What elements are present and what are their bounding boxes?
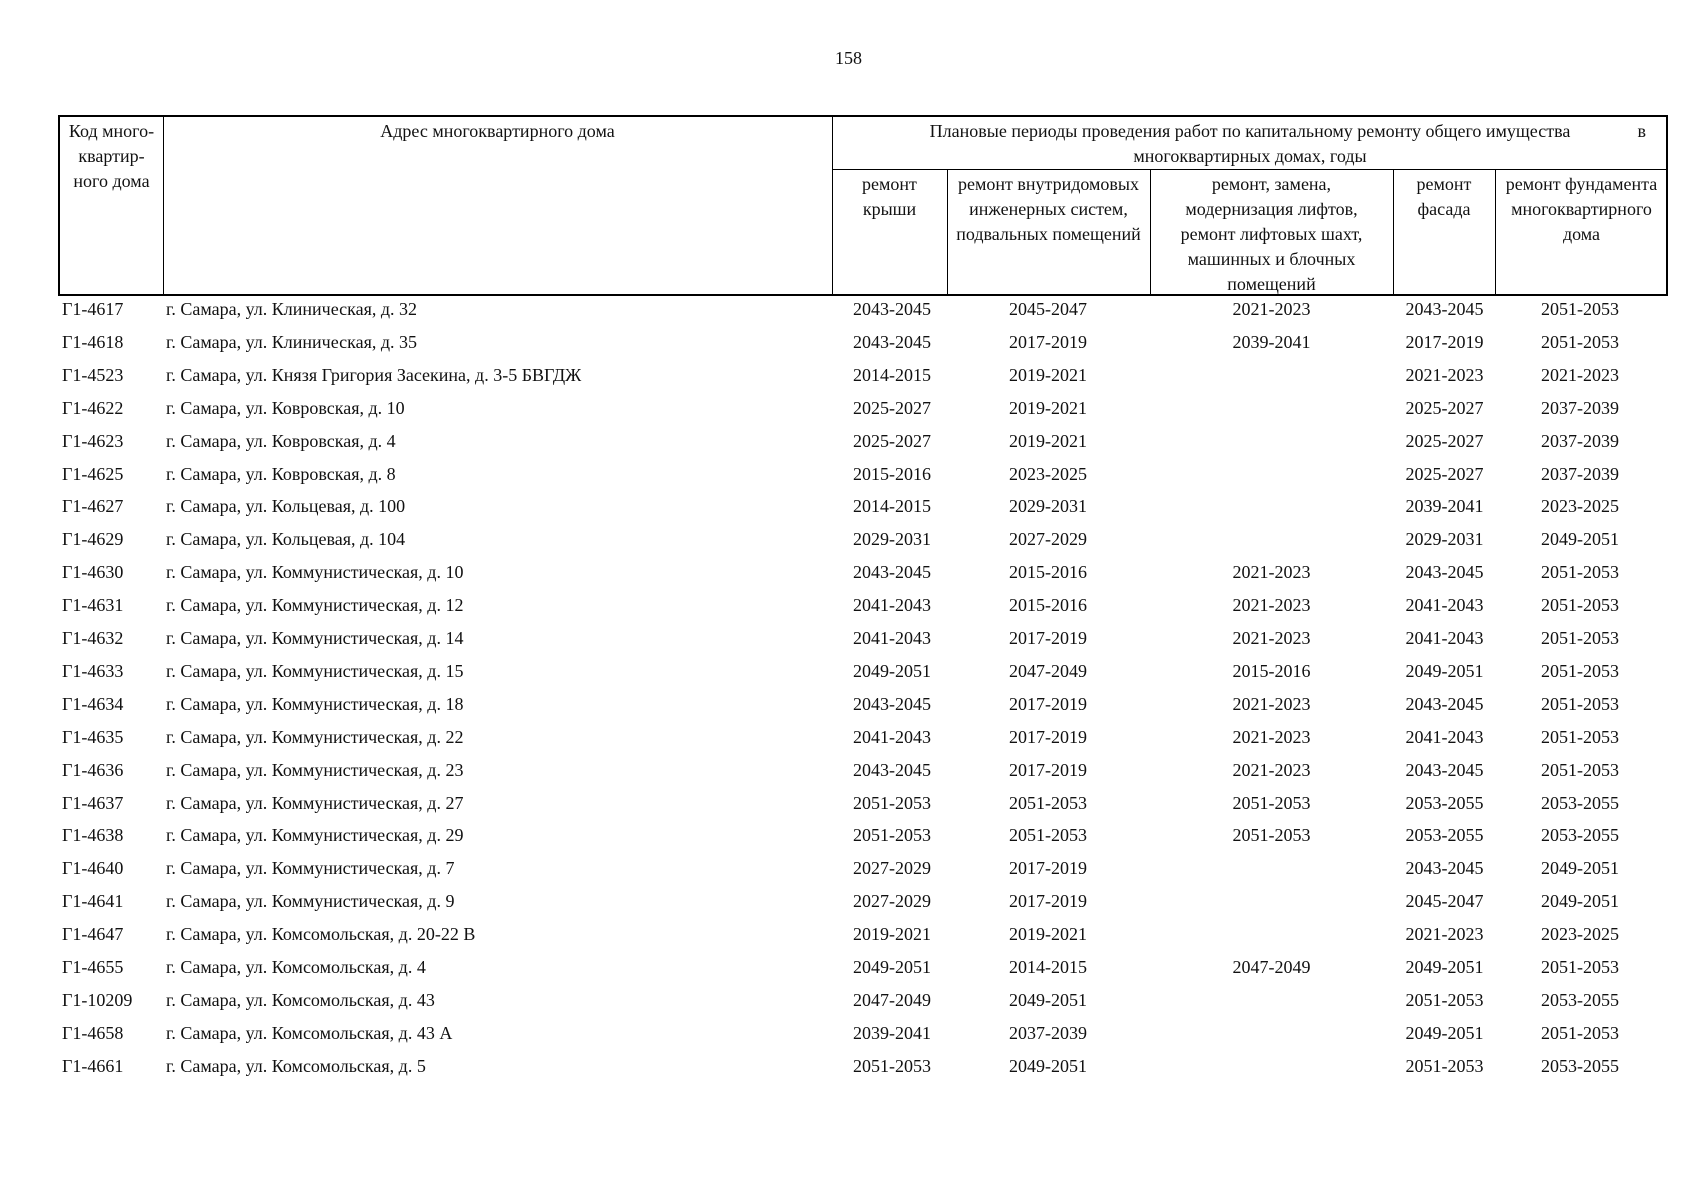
row-address: г. Самара, ул. Ковровская, д. 4 (166, 430, 396, 451)
row-roof: 2043-2045 (853, 331, 931, 352)
row-code: Г1-4625 (62, 463, 124, 484)
row-roof: 2051-2053 (853, 1055, 931, 1076)
row-code: Г1-4647 (62, 924, 124, 945)
row-address: г. Самара, ул. Комсомольская, д. 43 А (166, 1022, 453, 1043)
row-foundation: 2053-2055 (1541, 1055, 1619, 1076)
table-row (0, 788, 1697, 818)
table-row (0, 755, 1697, 785)
row-facade: 2053-2055 (1405, 825, 1484, 846)
row-code: Г1-10209 (62, 989, 133, 1010)
table-row (0, 853, 1697, 883)
row-foundation: 2051-2053 (1541, 331, 1619, 352)
row-foundation: 2051-2053 (1541, 1022, 1619, 1043)
header-foundation: ремонт фундамента многоквартирного дома (1505, 174, 1658, 244)
row-roof: 2041-2043 (853, 628, 931, 648)
row-code: Г1-4622 (62, 397, 124, 418)
row-foundation: 2037-2039 (1541, 463, 1619, 484)
row-address: г. Самара, ул. Коммунистическая, д. 23 (166, 759, 464, 780)
table-row (0, 393, 1697, 423)
table-row (0, 689, 1697, 719)
row-facade: 2053-2055 (1405, 792, 1484, 813)
row-engineering: 2017-2019 (1009, 726, 1087, 747)
row-engineering: 2047-2049 (1009, 660, 1087, 681)
row-engineering: 2017-2019 (1009, 858, 1087, 879)
row-code: Г1-4655 (62, 957, 124, 977)
row-lifts: 2051-2053 (1232, 792, 1311, 813)
row-engineering: 2014-2015 (1009, 957, 1087, 977)
row-code: Г1-4623 (62, 430, 124, 451)
row-facade: 2043-2045 (1405, 858, 1484, 879)
row-code: Г1-4617 (62, 299, 124, 319)
row-facade: 2041-2043 (1405, 628, 1484, 648)
table-row (0, 557, 1697, 587)
header-periods-title (832, 119, 1668, 169)
row-facade: 2051-2053 (1405, 1055, 1484, 1076)
row-foundation: 2023-2025 (1541, 924, 1619, 945)
row-lifts: 2021-2023 (1232, 595, 1311, 616)
row-facade: 2049-2051 (1405, 660, 1484, 681)
table-row (0, 623, 1697, 653)
row-code: Г1-4633 (62, 660, 124, 681)
table-row (0, 985, 1697, 1015)
row-foundation: 2049-2051 (1541, 529, 1619, 550)
row-facade: 2045-2047 (1405, 891, 1484, 912)
row-lifts: 2021-2023 (1232, 562, 1311, 583)
page-number: 158 (835, 48, 862, 68)
table-row (0, 524, 1697, 554)
row-facade: 2025-2027 (1405, 397, 1484, 418)
row-engineering: 2015-2016 (1009, 595, 1087, 616)
table-row (0, 919, 1697, 949)
row-facade: 2039-2041 (1405, 496, 1484, 517)
table-row (0, 491, 1697, 521)
row-address: г. Самара, ул. Коммунистическая, д. 14 (166, 628, 464, 648)
row-lifts: 2051-2053 (1232, 825, 1311, 846)
row-address: г. Самара, ул. Коммунистическая, д. 29 (166, 825, 464, 846)
row-facade: 2025-2027 (1405, 463, 1484, 484)
header-periods-line1-tail: в (1637, 121, 1646, 141)
row-address: г. Самара, ул. Комсомольская, д. 43 (166, 989, 435, 1010)
table-row (0, 459, 1697, 489)
row-foundation: 2053-2055 (1541, 989, 1619, 1010)
row-code: Г1-4629 (62, 529, 124, 550)
row-facade: 2041-2043 (1405, 595, 1484, 616)
row-engineering: 2049-2051 (1009, 1055, 1087, 1076)
row-foundation: 2053-2055 (1541, 825, 1619, 846)
row-foundation: 2051-2053 (1541, 759, 1619, 780)
row-roof: 2019-2021 (853, 924, 931, 945)
row-roof: 2043-2045 (853, 299, 931, 319)
row-engineering: 2017-2019 (1009, 331, 1087, 352)
row-roof: 2029-2031 (853, 529, 931, 550)
row-roof: 2014-2015 (853, 364, 931, 385)
row-engineering: 2019-2021 (1009, 430, 1087, 451)
header-periods-line2: многоквартирных домах, годы (1133, 146, 1367, 166)
row-roof: 2039-2041 (853, 1022, 931, 1043)
table-row (0, 360, 1697, 390)
table-row (0, 820, 1697, 850)
row-facade: 2049-2051 (1405, 1022, 1484, 1043)
table-row (0, 294, 1697, 324)
header-roof: ремонт крыши (862, 174, 917, 219)
row-facade: 2043-2045 (1405, 759, 1484, 780)
row-code: Г1-4523 (62, 364, 124, 385)
row-roof: 2049-2051 (853, 660, 931, 681)
row-roof: 2043-2045 (853, 759, 931, 780)
row-lifts: 2021-2023 (1232, 299, 1311, 319)
row-code: Г1-4637 (62, 792, 124, 813)
table-row (0, 656, 1697, 686)
row-facade: 2021-2023 (1405, 924, 1484, 945)
row-foundation: 2051-2053 (1541, 299, 1619, 319)
row-facade: 2051-2053 (1405, 989, 1484, 1010)
row-address: г. Самара, ул. Коммунистическая, д. 12 (166, 595, 464, 616)
row-roof: 2025-2027 (853, 430, 931, 451)
row-facade: 2043-2045 (1405, 562, 1484, 583)
row-lifts: 2039-2041 (1232, 331, 1311, 352)
table-row (0, 590, 1697, 620)
row-engineering: 2019-2021 (1009, 364, 1087, 385)
row-facade: 2029-2031 (1405, 529, 1484, 550)
row-code: Г1-4661 (62, 1055, 124, 1076)
row-engineering: 2027-2029 (1009, 529, 1087, 550)
row-roof: 2027-2029 (853, 858, 931, 879)
row-facade: 2021-2023 (1405, 364, 1484, 385)
row-address: г. Самара, ул. Кольцевая, д. 104 (166, 529, 406, 550)
table-row (0, 327, 1697, 357)
row-facade: 2049-2051 (1405, 957, 1484, 977)
row-code: Г1-4627 (62, 496, 124, 517)
header-address: Адрес многоквартирного дома (380, 121, 615, 141)
row-engineering: 2037-2039 (1009, 1022, 1087, 1043)
row-address: г. Самара, ул. Коммунистическая, д. 18 (166, 693, 464, 714)
row-address: г. Самара, ул. Коммунистическая, д. 27 (166, 792, 464, 813)
row-foundation: 2037-2039 (1541, 430, 1619, 451)
row-engineering: 2023-2025 (1009, 463, 1087, 484)
table-row (0, 426, 1697, 456)
row-engineering: 2017-2019 (1009, 693, 1087, 714)
row-lifts: 2021-2023 (1232, 759, 1311, 780)
row-foundation: 2021-2023 (1541, 364, 1619, 385)
row-roof: 2027-2029 (853, 891, 931, 912)
row-code: Г1-4634 (62, 693, 124, 714)
row-roof: 2051-2053 (853, 825, 931, 846)
row-lifts: 2015-2016 (1232, 660, 1311, 681)
row-engineering: 2051-2053 (1009, 825, 1087, 846)
row-code: Г1-4636 (62, 759, 124, 780)
row-facade: 2017-2019 (1405, 331, 1484, 352)
row-address: г. Самара, ул. Коммунистическая, д. 10 (166, 562, 464, 583)
row-address: г. Самара, ул. Ковровская, д. 8 (166, 463, 396, 484)
row-engineering: 2017-2019 (1009, 628, 1087, 648)
row-address: г. Самара, ул. Клиническая, д. 35 (166, 331, 418, 352)
row-foundation: 2049-2051 (1541, 891, 1619, 912)
row-engineering: 2029-2031 (1009, 496, 1087, 517)
row-foundation: 2051-2053 (1541, 660, 1619, 681)
row-foundation: 2053-2055 (1541, 792, 1619, 813)
row-address: г. Самара, ул. Коммунистическая, д. 9 (166, 891, 455, 912)
row-lifts: 2047-2049 (1232, 957, 1311, 977)
table-row (0, 1018, 1697, 1048)
row-address: г. Самара, ул. Коммунистическая, д. 22 (166, 726, 464, 747)
row-address: г. Самара, ул. Комсомольская, д. 5 (166, 1055, 426, 1076)
row-roof: 2041-2043 (853, 726, 931, 747)
row-engineering: 2051-2053 (1009, 792, 1087, 813)
row-roof: 2043-2045 (853, 562, 931, 583)
row-engineering: 2017-2019 (1009, 759, 1087, 780)
row-code: Г1-4618 (62, 331, 124, 352)
row-engineering: 2017-2019 (1009, 891, 1087, 912)
table-row (0, 886, 1697, 916)
row-facade: 2043-2045 (1405, 693, 1484, 714)
table-row (0, 722, 1697, 752)
row-foundation: 2051-2053 (1541, 726, 1619, 747)
row-roof: 2025-2027 (853, 397, 931, 418)
row-engineering: 2045-2047 (1009, 299, 1087, 319)
row-foundation: 2023-2025 (1541, 496, 1619, 517)
row-code: Г1-4630 (62, 562, 124, 583)
row-code: Г1-4658 (62, 1022, 124, 1043)
row-foundation: 2051-2053 (1541, 595, 1619, 616)
row-engineering: 2019-2021 (1009, 397, 1087, 418)
row-roof: 2051-2053 (853, 792, 931, 813)
row-address: г. Самара, ул. Клиническая, д. 32 (166, 299, 418, 319)
row-foundation: 2049-2051 (1541, 858, 1619, 879)
header-engineering: ремонт внутридомовых инженерных систем, подвальных помещений (956, 174, 1141, 244)
row-roof: 2043-2045 (853, 693, 931, 714)
row-foundation: 2037-2039 (1541, 397, 1619, 418)
row-address: г. Самара, ул. Коммунистическая, д. 7 (166, 858, 455, 879)
row-facade: 2025-2027 (1405, 430, 1484, 451)
row-code: Г1-4640 (62, 858, 124, 879)
row-foundation: 2051-2053 (1541, 628, 1619, 648)
row-code: Г1-4638 (62, 825, 124, 846)
header-periods-line1: Плановые периоды проведения работ по капитальному ремонту общего имущества (929, 121, 1571, 141)
row-roof: 2015-2016 (853, 463, 931, 484)
row-engineering: 2019-2021 (1009, 924, 1087, 945)
header-divider (832, 169, 1666, 170)
row-code: Г1-4641 (62, 891, 124, 912)
header-facade: ремонт фасада (1416, 174, 1472, 219)
table-header (58, 115, 1668, 296)
header-code: Код много-квартир-ного дома (68, 121, 155, 191)
row-engineering: 2015-2016 (1009, 562, 1087, 583)
row-foundation: 2051-2053 (1541, 957, 1619, 977)
row-lifts: 2021-2023 (1232, 693, 1311, 714)
row-facade: 2043-2045 (1405, 299, 1484, 319)
row-address: г. Самара, ул. Комсомольская, д. 4 (166, 957, 426, 977)
table-row (0, 952, 1697, 982)
table-row (0, 1051, 1697, 1081)
row-code: Г1-4631 (62, 595, 124, 616)
row-address: г. Самара, ул. Кольцевая, д. 100 (166, 496, 406, 517)
row-address: г. Самара, ул. Коммунистическая, д. 15 (166, 660, 464, 681)
row-address: г. Самара, ул. Комсомольская, д. 20-22 В (166, 924, 476, 945)
row-address: г. Самара, ул. Ковровская, д. 10 (166, 397, 405, 418)
row-roof: 2049-2051 (853, 957, 931, 977)
row-lifts: 2021-2023 (1232, 628, 1311, 648)
row-code: Г1-4632 (62, 628, 124, 648)
row-roof: 2047-2049 (853, 989, 931, 1010)
row-foundation: 2051-2053 (1541, 693, 1619, 714)
row-roof: 2014-2015 (853, 496, 931, 517)
header-lifts: ремонт, замена, модернизация лифтов, ремонт лифтовых шахт, машинных и блочных помещений (1180, 174, 1363, 294)
row-roof: 2041-2043 (853, 595, 931, 616)
row-facade: 2041-2043 (1405, 726, 1484, 747)
row-engineering: 2049-2051 (1009, 989, 1087, 1010)
row-foundation: 2051-2053 (1541, 562, 1619, 583)
row-code: Г1-4635 (62, 726, 124, 747)
row-address: г. Самара, ул. Князя Григория Засекина, д. 3-5 БВГДЖ (166, 364, 582, 385)
row-lifts: 2021-2023 (1232, 726, 1311, 747)
